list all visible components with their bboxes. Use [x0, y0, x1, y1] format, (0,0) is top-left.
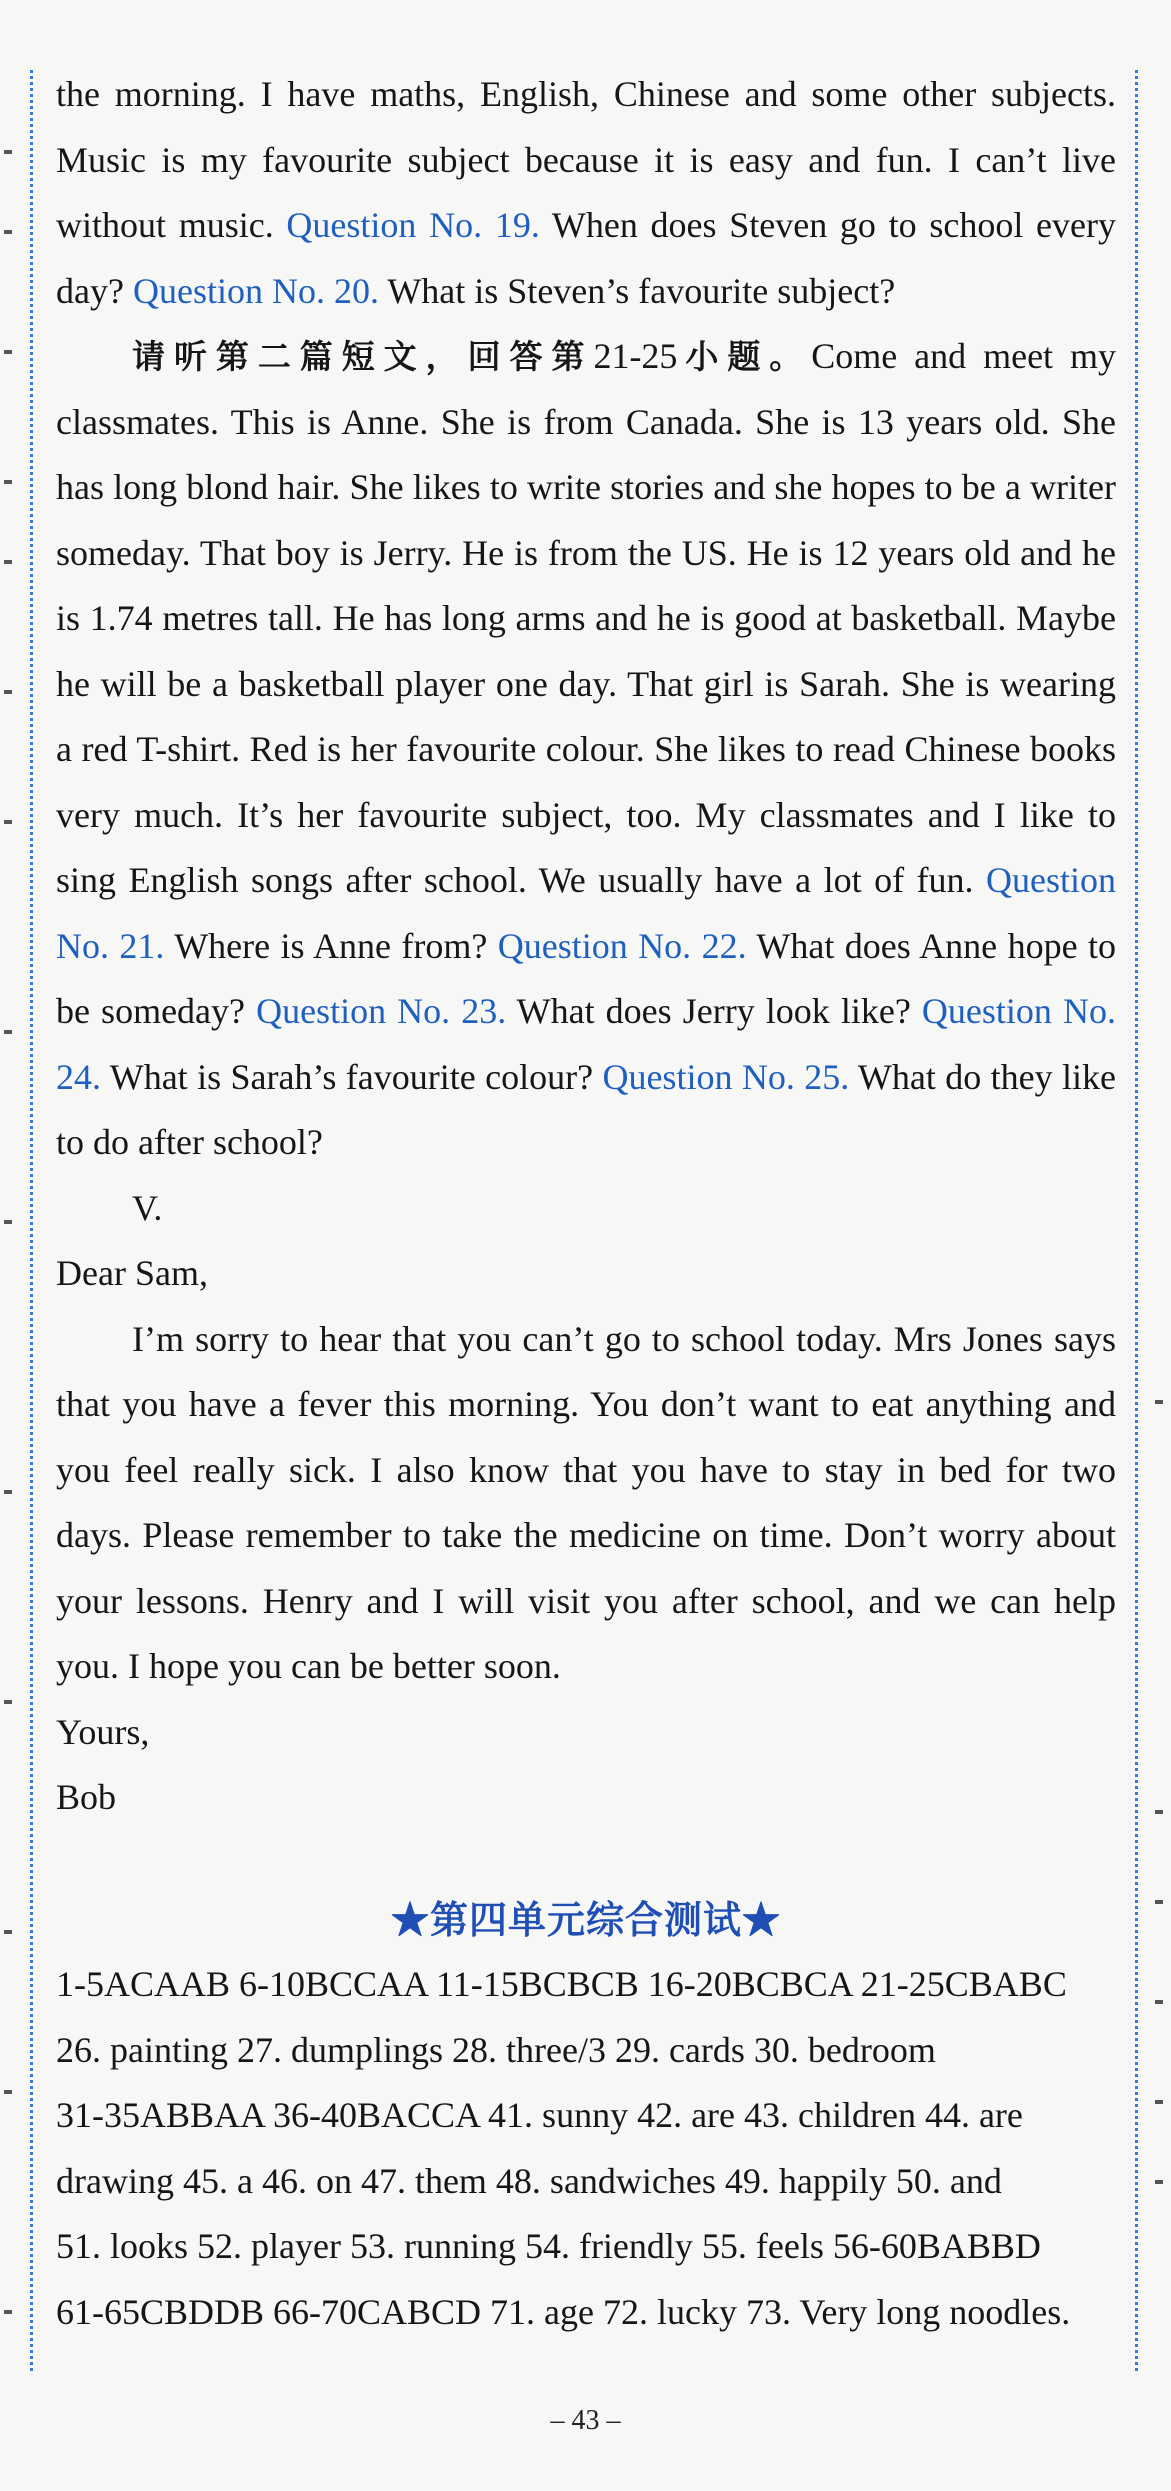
- transcript-text: Come and meet my classmates. This is Anne. She is from Canada. She is 13 years old. She has long blond hair. She likes to write stories and she hopes to be a writer someday. That boy is Jerry. He is from the US. He is 12 years old and he is 1.74 metres tall. He has long arms and he is good at basketball. Maybe he will be a basketball player one day. That girl is Sarah. She is wearing a red T-shirt. Red is her favourite colour. She likes to read Chinese books very much. It’s her favourite subject, too. My classmates and I like to sing English songs after school. We usually have a lot of fun.: [56, 336, 1117, 900]
- transcript-text: What does Jerry look like?: [506, 991, 922, 1031]
- transcript-text: What is Sarah’s favourite colour?: [101, 1056, 603, 1097]
- question-label-21: Question No. 21.: [56, 860, 1116, 966]
- transcript-paragraph-1: [56, 62, 1116, 324]
- transcript-text: What does Anne hope to be someday?: [56, 925, 1116, 1031]
- right-dotted-border: [1135, 70, 1138, 2371]
- question-label-22: Question No. 22.: [497, 925, 747, 966]
- transcript-text: What do they like to do after school?: [56, 1056, 1116, 1162]
- letter-salutation: Dear Sam,: [56, 1253, 208, 1293]
- letter-closing: Yours,: [56, 1711, 150, 1752]
- question-label-24: Question No. 24.: [56, 991, 1116, 1097]
- answer-line: 61-65CBDDB 66-70CABCD 71. age 72. lucky 73. Very long noodles.: [56, 2291, 1071, 2332]
- transcript-text: the morning. I have maths, English, Chinese and some other subjects. Music is my favourite subject because it is easy and fun. I can’t live without music.: [56, 74, 1116, 245]
- answer-line: 26. painting 27. dumplings 28. three/3 29. cards 30. bedroom: [56, 2029, 936, 2070]
- left-binding-marks: [0, 0, 20, 2491]
- section-numeral: V.: [132, 1187, 163, 1228]
- transcript-paragraph-2: [56, 324, 1116, 1176]
- transcript-text: Where is Anne from?: [164, 925, 498, 966]
- unit-test-title: ★第四单元综合测试★: [390, 1896, 781, 1942]
- answer-line: 51. looks 52. player 53. running 54. friendly 55. feels 56-60BABBD: [56, 2226, 1041, 2266]
- passage-instruction-end: 小题。: [677, 337, 812, 376]
- transcript-text: When does Steven go to school every day?: [56, 205, 1116, 311]
- answer-list: [56, 1952, 1116, 2345]
- letter-signature: Bob: [56, 1777, 117, 1817]
- question-label-25: Question No. 25.: [602, 1056, 850, 1097]
- page-number: – 43 –: [550, 2405, 621, 2436]
- transcript-text: What is Steven’s favourite subject?: [378, 270, 896, 311]
- right-binding-marks: [1151, 0, 1171, 2491]
- left-dotted-border: [30, 70, 33, 2371]
- answer-line: drawing 45. a 46. on 47. them 48. sandwiches 49. happily 50. and: [56, 2160, 1002, 2201]
- passage-instruction: 请听第二篇短文，回答第: [132, 337, 594, 376]
- question-label-19: Question No. 19.: [286, 205, 540, 245]
- question-label-23: Question No. 23.: [256, 991, 507, 1031]
- answer-line: 31-35ABBAA 36-40BACCA 41. sunny 42. are 43. children 44. are: [56, 2095, 1023, 2135]
- letter-body: I’m sorry to hear that you can’t go to school today. Mrs Jones says that you have a fever this morning. You don’t want to eat anything and you feel really sick. I also know that you have to stay in bed for two days. Please remember to take the medicine on time. Don’t worry about your lessons. Henry and I will visit you after school, and we can help you. I hope you can be better soon.: [56, 1318, 1116, 1686]
- answer-line: 1-5ACAAB 6-10BCCAA 11-15BCBCB 16-20BCBCA 21-25CBABC: [56, 1964, 1067, 2004]
- page-content: [56, 62, 1116, 2345]
- question-label-20: Question No. 20.: [132, 270, 379, 311]
- passage-question-range: 21-25: [593, 336, 678, 376]
